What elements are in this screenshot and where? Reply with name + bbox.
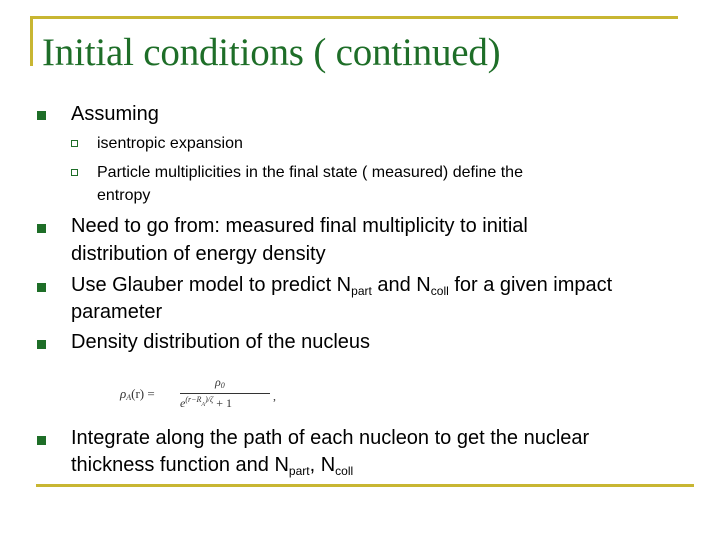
- sub-item-multiplicities-cont: entropy: [97, 187, 151, 204]
- sub-bullet-box-icon: [71, 140, 78, 147]
- glauber-sub-coll: coll: [430, 284, 449, 298]
- formula-trailing-comma: ,: [273, 389, 276, 403]
- bullet-square-icon: [37, 436, 46, 445]
- bullet-square-icon: [37, 111, 46, 120]
- formula-lhs: $\rho_A(r)$ =: [120, 386, 155, 402]
- frame-left-rule: [30, 16, 33, 66]
- glauber-sub-part: part: [351, 284, 372, 298]
- glauber-mid: and N: [371, 274, 431, 296]
- frame-top-rule: [30, 16, 678, 19]
- slide-title: Initial conditions ( continued): [42, 31, 501, 74]
- integrate-pre: thickness function and N: [71, 454, 289, 476]
- bullet-square-icon: [37, 283, 46, 292]
- sub-item-isentropic: isentropic expansion: [97, 135, 243, 152]
- formula-numerator: $\rho_0$: [215, 375, 225, 390]
- bullet-square-icon: [37, 224, 46, 233]
- frame-bottom-rule: [36, 484, 694, 487]
- integrate-sub-coll: coll: [335, 464, 354, 478]
- bullet-integrate-line2: [71, 453, 353, 478]
- bullet-integrate-line1: Integrate along the path of each nucleon to get the nuclear: [71, 427, 590, 449]
- bullet-assuming: Assuming: [71, 103, 159, 125]
- sub-item-multiplicities: Particle multiplicities in the final state ( measured) define the: [97, 164, 523, 181]
- glauber-post: for a given impact: [448, 274, 613, 296]
- woods-saxon-formula: [120, 373, 285, 415]
- bullet-glauber-line2: parameter: [71, 301, 163, 323]
- integrate-mid: , N: [309, 454, 336, 476]
- bullet-need-line2: distribution of energy density: [71, 243, 326, 265]
- bullet-density: Density distribution of the nucleus: [71, 331, 371, 353]
- glauber-pre: Use Glauber model to predict N: [71, 274, 352, 296]
- fraction-bar: [180, 393, 270, 394]
- bullet-square-icon: [37, 340, 46, 349]
- integrate-sub-part: part: [288, 464, 310, 478]
- formula-denominator: $e^{(r-R_A)/\zeta} + 1$: [180, 395, 232, 410]
- bullet-need-line1: Need to go from: measured final multiplicity to initial: [71, 215, 528, 237]
- sub-bullet-box-icon: [71, 169, 78, 176]
- bullet-glauber-line1: [71, 273, 612, 298]
